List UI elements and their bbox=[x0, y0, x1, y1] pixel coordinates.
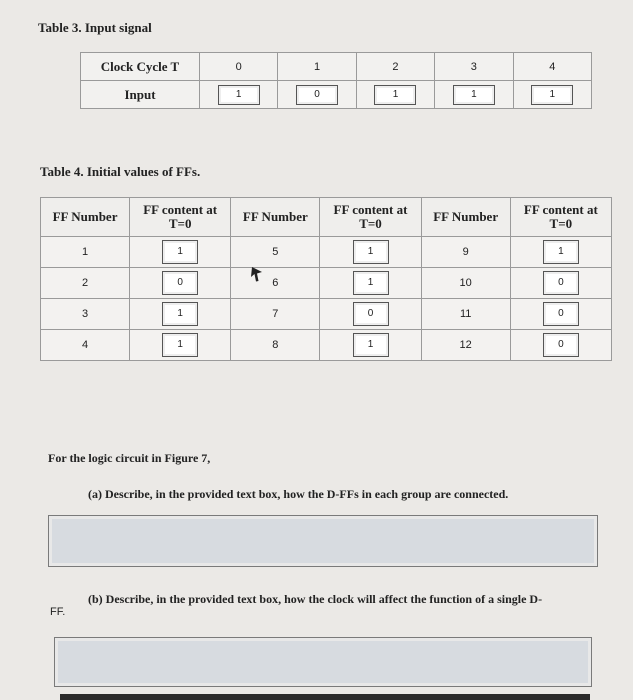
initial-values-table bbox=[40, 197, 612, 361]
ff-number-cell: 10 bbox=[421, 268, 510, 299]
clock-cycle-label: Clock Cycle T bbox=[81, 53, 200, 81]
ff-content-header: FF content at T=0 bbox=[510, 198, 611, 237]
ff-value-box[interactable]: 1 bbox=[353, 271, 389, 295]
ff-number-header: FF Number bbox=[41, 198, 130, 237]
input-row bbox=[81, 81, 592, 109]
ff-number-cell: 11 bbox=[421, 299, 510, 330]
ff-value-box[interactable]: 0 bbox=[543, 333, 579, 357]
ff-number-header: FF Number bbox=[231, 198, 320, 237]
answer-a-textbox[interactable] bbox=[48, 515, 598, 567]
ff-value-box[interactable]: 1 bbox=[162, 302, 198, 326]
bottom-edge bbox=[60, 694, 590, 700]
input-value-box[interactable]: 1 bbox=[374, 85, 416, 105]
header-row bbox=[41, 198, 612, 237]
clock-cycle-cell: 0 bbox=[200, 53, 278, 81]
table-row bbox=[41, 237, 612, 268]
clock-cycle-cell: 4 bbox=[513, 53, 591, 81]
clock-cycle-row bbox=[81, 53, 592, 81]
ff-number-cell: 9 bbox=[421, 237, 510, 268]
answer-b-textbox[interactable] bbox=[54, 637, 592, 687]
ff-number-header: FF Number bbox=[421, 198, 510, 237]
ff-value-box[interactable]: 1 bbox=[543, 240, 579, 264]
question-intro: For the logic circuit in Figure 7, bbox=[48, 451, 211, 465]
question-part-b-continuation: FF. bbox=[50, 606, 66, 618]
input-value-box[interactable]: 1 bbox=[218, 85, 260, 105]
input-value-box[interactable]: 1 bbox=[453, 85, 495, 105]
ff-number-cell: 8 bbox=[231, 330, 320, 361]
ff-content-header: FF content at T=0 bbox=[320, 198, 421, 237]
ff-value-box[interactable]: 0 bbox=[543, 271, 579, 295]
ff-number-cell: 2 bbox=[41, 268, 130, 299]
table-row bbox=[41, 330, 612, 361]
table-row bbox=[41, 268, 612, 299]
ff-number-cell: 1 bbox=[41, 237, 130, 268]
clock-cycle-cell: 1 bbox=[278, 53, 356, 81]
ff-value-box[interactable]: 1 bbox=[162, 240, 198, 264]
ff-value-box[interactable]: 0 bbox=[162, 271, 198, 295]
ff-content-header: FF content at T=0 bbox=[130, 198, 231, 237]
ff-value-box[interactable]: 0 bbox=[353, 302, 389, 326]
clock-cycle-cell: 2 bbox=[356, 53, 434, 81]
clock-cycle-cell: 3 bbox=[435, 53, 513, 81]
ff-number-cell: 5 bbox=[231, 237, 320, 268]
ff-number-cell: 12 bbox=[421, 330, 510, 361]
ff-number-cell: 4 bbox=[41, 330, 130, 361]
ff-number-cell: 3 bbox=[41, 299, 130, 330]
ff-value-box[interactable]: 1 bbox=[353, 240, 389, 264]
question-part-a: (a) Describe, in the provided text box, how the D-FFs in each group are connected. bbox=[88, 487, 509, 501]
input-value-box[interactable]: 1 bbox=[531, 85, 573, 105]
input-signal-table bbox=[80, 52, 592, 109]
table-row bbox=[41, 299, 612, 330]
question-part-b: (b) Describe, in the provided text box, how the clock will affect the function of a single D- bbox=[88, 592, 543, 606]
ff-value-box[interactable]: 1 bbox=[353, 333, 389, 357]
table4-caption: Table 4. Initial values of FFs. bbox=[40, 164, 201, 179]
input-value-box[interactable]: 0 bbox=[296, 85, 338, 105]
mouse-cursor-icon bbox=[250, 266, 264, 284]
input-label: Input bbox=[81, 81, 200, 109]
ff-value-box[interactable]: 0 bbox=[543, 302, 579, 326]
ff-value-box[interactable]: 1 bbox=[162, 333, 198, 357]
ff-number-cell: 6 bbox=[231, 268, 320, 299]
ff-number-cell: 7 bbox=[231, 299, 320, 330]
table3-caption: Table 3. Input signal bbox=[38, 20, 152, 35]
